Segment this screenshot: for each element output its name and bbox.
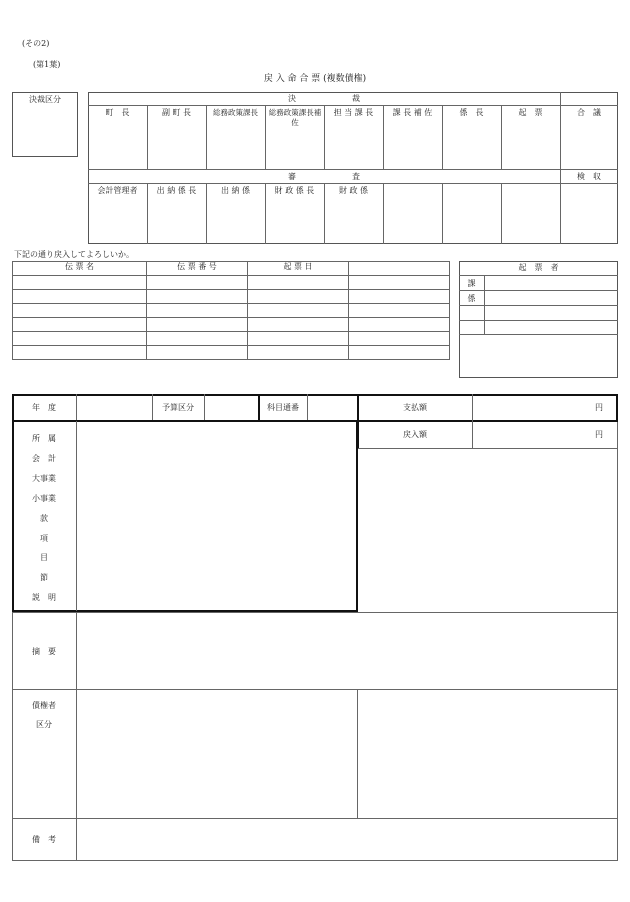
attr-setsu: 節 <box>40 573 48 582</box>
tekiyo-label: 摘 要 <box>32 647 56 656</box>
table-row <box>13 346 450 360</box>
voucher-cell[interactable] <box>349 276 450 290</box>
kessai-kubun-box[interactable] <box>12 92 78 157</box>
kenshu-header: 検 収 <box>577 172 601 181</box>
role-gogi: 合 議 <box>577 108 601 117</box>
table-row <box>13 304 450 318</box>
role-kakaricho: 係 長 <box>459 108 484 117</box>
voucher-cell[interactable] <box>349 332 450 346</box>
yosan-kubun-field[interactable] <box>205 395 257 421</box>
attr-shozoku: 所 属 <box>32 434 56 443</box>
kessai-header: 決 裁 <box>288 94 360 103</box>
voucher-cell[interactable] <box>13 332 147 346</box>
tekiyo-field[interactable] <box>78 614 616 687</box>
nendo-field[interactable] <box>77 395 151 421</box>
reinyu-label: 戻入額 <box>403 430 427 439</box>
role-somu-kacho: 総務政策課長 <box>213 108 258 117</box>
shiharai-yen: 円 <box>595 403 603 412</box>
shiharai-label: 支払額 <box>403 403 427 412</box>
role-kacho-hosa: 課 長 補 佐 <box>392 108 433 117</box>
ka-label: 課 <box>467 279 476 288</box>
voucher-header-date: 起 票 日 <box>248 262 349 276</box>
attr-moku: 目 <box>40 553 48 562</box>
voucher-header-name: 伝 票 名 <box>13 262 147 276</box>
voucher-header-number: 伝 票 番 号 <box>147 262 248 276</box>
voucher-cell[interactable] <box>349 318 450 332</box>
role-kihyo: 起 票 <box>518 108 543 117</box>
yosan-kubun-label: 予算区分 <box>162 403 194 412</box>
attr-ko: 項 <box>40 534 48 543</box>
table-row <box>13 332 450 346</box>
voucher-cell[interactable] <box>248 318 349 332</box>
attr-setsumei: 説 明 <box>32 593 56 602</box>
voucher-cell[interactable] <box>13 346 147 360</box>
voucher-cell[interactable] <box>13 318 147 332</box>
nendo-label: 年 度 <box>32 403 56 412</box>
table-row <box>13 276 450 290</box>
table-row <box>13 290 450 304</box>
voucher-cell[interactable] <box>147 332 248 346</box>
voucher-cell[interactable] <box>147 346 248 360</box>
reinyu-yen: 円 <box>595 430 603 439</box>
shinsa-header: 審 査 <box>288 172 360 181</box>
voucher-cell[interactable] <box>349 304 450 318</box>
role-zaisei-kakari: 財 政 係 <box>338 186 369 195</box>
voucher-cell[interactable] <box>13 290 147 304</box>
kamoku-tsuban-label: 科目通番 <box>267 403 299 412</box>
voucher-cell[interactable] <box>248 332 349 346</box>
voucher-cell[interactable] <box>248 276 349 290</box>
attr-kaikei: 会 計 <box>32 454 56 463</box>
voucher-cell[interactable] <box>147 290 248 304</box>
voucher-cell[interactable] <box>349 290 450 304</box>
voucher-cell[interactable] <box>147 304 248 318</box>
kubun-label: 区分 <box>36 720 52 729</box>
role-somu-hosa: 総務政策課長補佐 <box>268 108 322 127</box>
voucher-header-blank <box>349 262 450 276</box>
kakari-label: 係 <box>467 294 476 303</box>
voucher-cell[interactable] <box>13 304 147 318</box>
attr-dai-jigyo: 大事業 <box>32 474 56 483</box>
role-suito-kakari: 出 納 係 <box>220 186 251 195</box>
biko-label: 備 考 <box>32 835 56 844</box>
attr-sho-jigyo: 小事業 <box>32 494 56 503</box>
biko-field[interactable] <box>78 820 616 859</box>
voucher-cell[interactable] <box>147 276 248 290</box>
kihyosha-title: 起 票 者 <box>518 263 559 272</box>
voucher-cell[interactable] <box>13 276 147 290</box>
notice-text: 下記の通り戻入してよろしいか。 <box>14 250 134 259</box>
voucher-table <box>12 261 450 360</box>
attr-kan: 款 <box>40 514 48 523</box>
role-fukucho: 副 町 長 <box>161 108 192 117</box>
attributes-field[interactable] <box>78 422 356 610</box>
sheet-number: (第1葉) <box>33 60 61 69</box>
role-cho: 町 長 <box>105 108 130 117</box>
voucher-cell[interactable] <box>349 346 450 360</box>
kamoku-tsuban-field[interactable] <box>308 395 356 421</box>
saikensha-label: 債権者 <box>32 701 56 710</box>
saikensha-field[interactable] <box>78 691 356 816</box>
page-title: 戻 入 命 合 票 (複数債権) <box>263 74 367 84</box>
form-subtitle: (その2) <box>22 39 50 48</box>
saikensha-detail-field[interactable] <box>359 691 616 816</box>
voucher-cell[interactable] <box>147 318 248 332</box>
table-row <box>13 318 450 332</box>
voucher-cell[interactable] <box>248 290 349 304</box>
voucher-cell[interactable] <box>248 346 349 360</box>
kessai-kubun-label: 決裁区分 <box>29 95 61 104</box>
role-tanto-kacho: 担 当 課 長 <box>333 108 374 117</box>
role-kaikei-kanrisha: 会計管理者 <box>97 186 138 195</box>
voucher-cell[interactable] <box>248 304 349 318</box>
role-suito-kakaricho: 出 納 係 長 <box>156 186 197 195</box>
role-zaisei-kakaricho: 財 政 係 長 <box>274 186 315 195</box>
